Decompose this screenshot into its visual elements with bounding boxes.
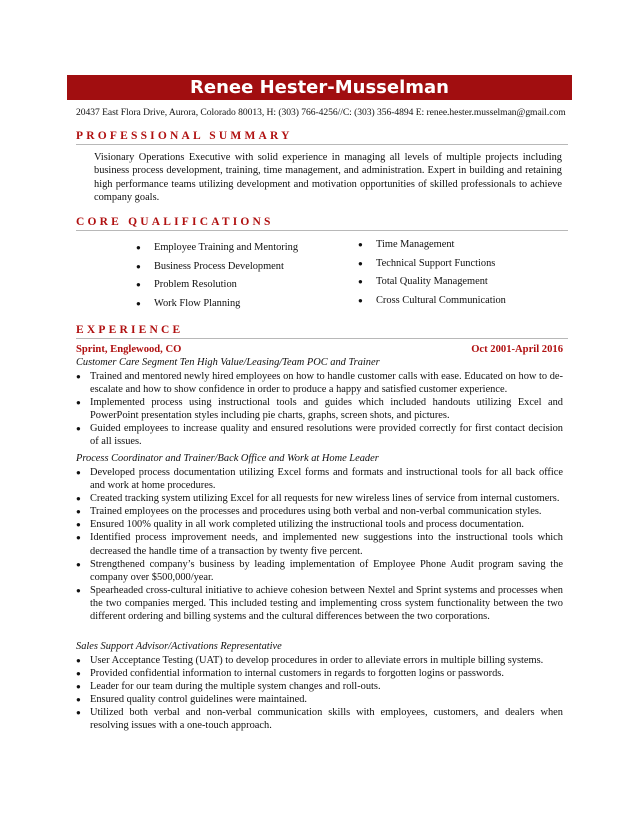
qualification-label: Employee Training and Mentoring (154, 242, 299, 253)
qualification-label: Problem Resolution (154, 279, 237, 290)
bullet-icon: ● (76, 494, 81, 504)
bullet-item (76, 396, 563, 422)
bullet-icon: ● (76, 695, 81, 705)
qualification-item (358, 236, 506, 255)
bullet-icon: ● (76, 559, 81, 569)
qualification-item (358, 255, 506, 274)
bullet-icon: ● (76, 708, 81, 718)
summary-text: Visionary Operations Executive with solid experience in managing all levels of multiple projects including business process development, training, time management, and administration. Expert in building and retaining high performance teams utilizing development and motivation opportunities of skilled professionals to achieve company goals. (94, 152, 562, 204)
qualification-item (136, 258, 298, 277)
bullet-text: Developed process documentation utilizing Excel forms and formats and instructional tools for all back office and work at home procedures. (90, 467, 563, 492)
role-title: Customer Care Segment Ten High Value/Leasing/Team POC and Trainer (76, 357, 380, 368)
experience-divider (76, 338, 568, 339)
qualification-label: Business Process Development (154, 260, 284, 272)
bullet-text: Implemented process using instructional tools and guides which included handouts utilizing Excel and PowerPoint presentation styles including pie charts, graphs, screen shots, and pictures. (90, 397, 563, 422)
qualification-item (136, 276, 298, 295)
qualification-label: Cross Cultural Communication (376, 294, 506, 306)
role-title: Process Coordinator and Trainer/Back Office and Work at Home Leader (76, 453, 379, 464)
role-bullets (76, 654, 563, 733)
bullet-item (76, 422, 563, 448)
qualifications-heading: CORE QUALIFICATIONS (76, 216, 274, 228)
bullet-text: Provided confidential information to internal customers in regards to forgotten logins or passwords. (90, 668, 504, 680)
bullet-text: Ensured quality control guidelines were maintained. (90, 694, 307, 706)
qualifications-divider (76, 230, 568, 231)
bullet-icon: ● (76, 669, 81, 679)
bullet-text: Identified process improvement needs, and implemented new suggestions into the instructional tools which decreased the handle time of a transaction by twenty five percent. (90, 532, 563, 557)
bullet-item (76, 680, 563, 693)
qualifications-left-list (136, 239, 298, 313)
candidate-name: Renee Hester-Musselman (67, 75, 572, 100)
bullet-item (76, 667, 563, 680)
role-bullets (76, 370, 563, 449)
bullet-icon: ● (76, 372, 81, 381)
bullet-item (76, 505, 563, 518)
summary-heading: PROFESSIONAL SUMMARY (76, 130, 293, 142)
bullet-icon: ● (358, 295, 363, 305)
employer: Sprint, Englewood, CO (76, 344, 182, 355)
bullet-item (76, 706, 563, 732)
bullet-text: Created tracking system utilizing Excel for all requests for new wireless lines of service from internal customers. (90, 493, 560, 505)
qualification-label: Technical Support Functions (376, 257, 496, 269)
bullet-icon: ● (358, 258, 363, 268)
bullet-icon: ● (136, 280, 141, 289)
bullet-text: Utilized both verbal and non-verbal communication skills with employees, customers, and dealers when resolving issues with a one-touch approach. (90, 707, 563, 732)
qualification-item (136, 295, 298, 314)
bullet-icon: ● (76, 507, 81, 517)
bullet-icon: ● (76, 533, 81, 543)
job-header (76, 344, 563, 355)
qualification-item (358, 273, 506, 292)
qualification-label: Total Quality Management (376, 276, 488, 287)
bullet-text: Ensured 100% quality in all work completed utilizing the instructional tools and process documentation. (90, 519, 525, 531)
bullet-item (76, 558, 563, 584)
bullet-text: Trained employees on the processes and procedures using both verbal and non-verbal communication styles. (90, 506, 542, 518)
bullet-item (76, 492, 563, 505)
employment-dates: Oct 2001-April 2016 (471, 344, 563, 355)
bullet-text: Leader for our team during the multiple system changes and roll-outs. (90, 681, 381, 693)
bullet-text: Trained and mentored newly hired employees on how to handle customer calls with ease. Educated on how to de-escalate and how to show confidence in order to produce a happy and satisfied customer experience. (90, 371, 563, 396)
bullet-icon: ● (76, 656, 81, 665)
summary-divider (76, 144, 568, 145)
bullet-item (76, 654, 563, 667)
bullet-text: Guided employees to increase quality and ensured resolutions were provided correctly for first contact decision of all issues. (90, 423, 563, 448)
experience-heading: EXPERIENCE (76, 324, 184, 336)
role-title: Sales Support Advisor/Activations Representative (76, 641, 282, 652)
bullet-item (76, 584, 563, 623)
qualification-label: Time Management (376, 239, 455, 250)
bullet-item (76, 531, 563, 557)
bullet-icon: ● (136, 243, 141, 252)
bullet-icon: ● (76, 585, 81, 595)
bullet-icon: ● (358, 277, 363, 286)
bullet-item (76, 693, 563, 706)
bullet-icon: ● (76, 424, 81, 434)
qualifications-right-list (358, 236, 506, 310)
bullet-icon: ● (358, 240, 363, 249)
qualification-item (136, 239, 298, 258)
role-bullets (76, 466, 563, 623)
bullet-text: Spearheaded cross-cultural initiative to achieve cohesion between Nextel and Sprint systems and processes when the two companies merged. This included testing and implementing cross system functionality between the two different ordering and billing systems and the cultural differences between the two corporations. (90, 584, 563, 623)
bullet-icon: ● (136, 298, 141, 308)
bullet-item (76, 466, 563, 492)
bullet-item (76, 370, 563, 396)
bullet-icon: ● (76, 398, 81, 408)
bullet-icon: ● (136, 261, 141, 271)
qualification-item (358, 292, 506, 311)
bullet-text: Strengthened company’s business by leading implementation of Employee Phone Audit program saving the company over $500,000/year. (90, 558, 563, 583)
bullet-icon: ● (76, 682, 81, 692)
bullet-text: User Acceptance Testing (UAT) to develop procedures in order to alleviate errors in multiple billing systems. (90, 655, 544, 666)
contact-line: 20437 East Flora Drive, Aurora, Colorado 80013, H: (303) 766-4256//C: (303) 356-4894 E: renee.hester.musselman@gmail.com (76, 107, 566, 118)
bullet-icon: ● (76, 468, 81, 477)
bullet-item (76, 518, 563, 531)
bullet-icon: ● (76, 520, 81, 530)
qualification-label: Work Flow Planning (154, 297, 241, 309)
